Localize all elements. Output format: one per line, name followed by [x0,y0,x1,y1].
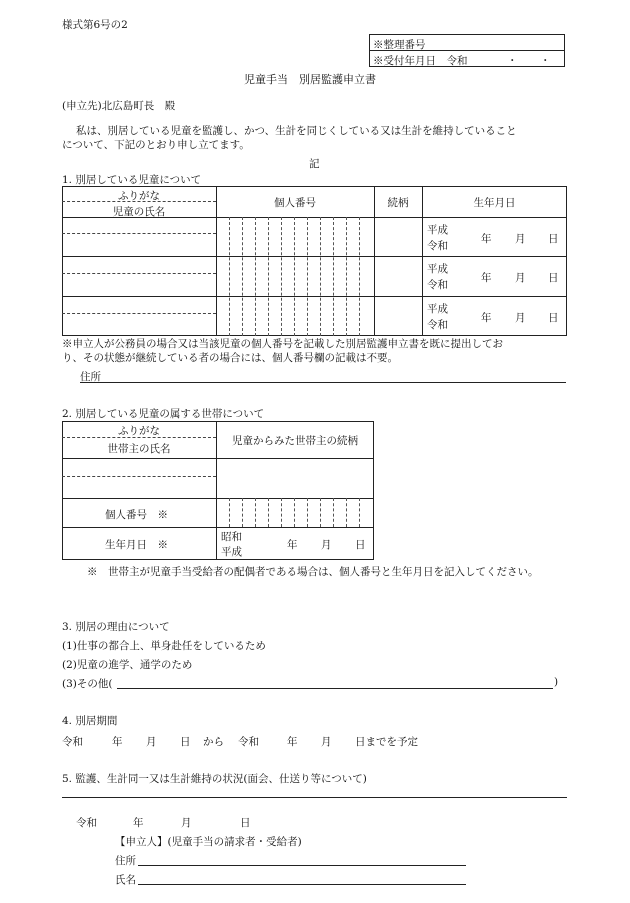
col-child-name: 児童の氏名 [112,206,166,218]
address-label: 住所 [80,371,101,383]
col-householder-name: 世帯主の氏名 [107,443,171,455]
addressee: (申立先)北広島町長 殿 [62,100,176,112]
section2-heading: 2. 別居している児童の属する世帯について [62,408,265,420]
section5-line[interactable] [62,797,567,798]
reason-option: (1)仕事の都合上、単身赴任をしているため [62,640,266,652]
form-number: 様式第6号の2 [62,19,128,31]
section5-heading: 5. 監護、生計同一又は生計維持の状況(面会、仕送り等について) [62,773,367,785]
section4-heading: 4. 別居期間 [62,715,118,727]
col-relationship: 続柄 [387,197,409,209]
col-furigana: ふりがな [118,425,160,437]
section1-note: り、その状態が継続している者の場合には、個人番号欄の記載は不要。 [62,352,398,364]
receipt-date-dot: ・ [507,55,518,67]
section2-note: ※ 世帯主が児童手当受給者の配偶者である場合は、個人番号と生年月日を記入してください。 [87,566,539,578]
receipt-date-label: ※受付年月日 令和 [373,55,468,67]
applicant-label: 【申立人】(児童手当の請求者・受給者) [115,836,302,848]
applicant-address-label: 住所 [115,855,136,867]
col-birthdate: 生年月日 [473,197,516,209]
col-furigana: ふりがな [118,190,160,202]
reason-option-other: (3)その他( [62,678,113,690]
section1-note: ※申立人が公務員の場合又は当該児童の個人番号を記載した別居監護申立書を既に提出してお [62,338,503,350]
section3-heading: 3. 別居の理由について [62,621,170,633]
declaration-line: 私は、別居している児童を監護し、かつ、生計を同じくしている又は生計を維持していること [76,125,517,137]
ki-marker: 記 [309,158,320,170]
declaration-line: について、下記のとおり申し立てます。 [62,139,250,151]
reference-number-label: ※整理番号 [373,39,426,51]
page: 様式第6号の2 ※整理番号 ※受付年月日 令和 ・ ・ 児童手当 別居監護申立書 (申立先)北広島町長 殿 私は、別居している児童を監護し、かつ、生計を同じくしている又は生計を維持していること について、下記のとおり申し立てます。 記 1. 別居している児童について ふりがな 児童の氏名 個人番号 続柄 生年月日 平成 令和 年 月 日 平成 令和 年 月 日 平成 令和 年 月 日 ※申立人が公務員の場合又は当該児童の個人番号を記載した別居監護申立書を既に提出してお り、その状態が継続している者の場合には、個人番号欄の記載は不要。 住所 2. 別居している児童の属する世帯について ふりがな 世帯主の氏名 児童からみた世帯主の続柄 個人番号 ※ 生年月日 ※ 昭和 平成 年 月 日 ※ 世帯主が児童手当受給者の配偶者である場合は、個人番号と生年月日を記入してください。 3. 別居の理由について (1)仕事の都合上、単身赴任をしているため (2)児童の進学、通学のため (3)その他( ) 4. 別居期間 令和 年 月 日 から 令和 年 月 日までを予定 5. 監護、生計同一又は生計維持の状況(面会、仕送り等について) 令和 年 月 日 【申立人】(児童手当の請求者・受給者) 住所 氏名 [0,0,630,903]
form-title: 児童手当 別居監護申立書 [244,73,376,86]
reason-option: (2)児童の進学、通学のため [62,659,193,671]
col-householder-relationship: 児童からみた世帯主の続柄 [232,435,358,447]
individual-number-label: 個人番号 ※ [105,509,168,521]
other-reason-line[interactable] [117,688,553,689]
address-line[interactable] [80,382,566,383]
applicant-address-line[interactable] [138,865,466,866]
birthdate-label: 生年月日 ※ [105,539,168,551]
receipt-date-dot: ・ [540,55,551,67]
applicant-name-line[interactable] [138,884,466,885]
applicant-name-label: 氏名 [115,874,136,886]
col-individual-number: 個人番号 [274,197,316,209]
section1-heading: 1. 別居している児童について [62,174,202,186]
